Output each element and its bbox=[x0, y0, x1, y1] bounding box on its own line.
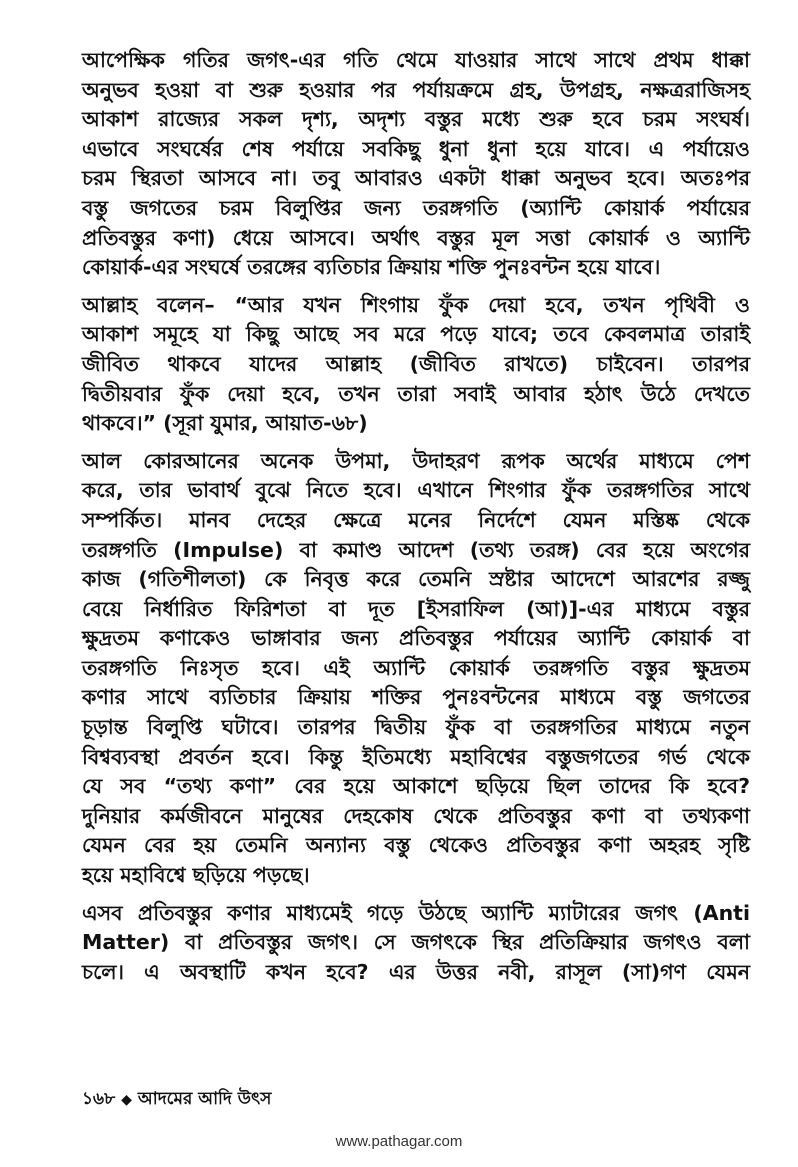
paragraph-1 bbox=[82, 46, 750, 283]
page-footer bbox=[82, 1086, 271, 1114]
page-number: ১৬৮ bbox=[82, 1089, 116, 1109]
page-body bbox=[82, 46, 750, 995]
text-line: আল্লাহ বলেন– “আর যখন শিংগায় ফুঁক দেয়া হবে, তখন পৃথিবী ও bbox=[82, 292, 750, 317]
text-line: কোয়ার্ক-এর সংঘর্ষে তরঙ্গের ব্যতিচার ক্রিয়ায় শক্তি পুনঃবন্টন হয়ে যাবে। bbox=[82, 255, 661, 280]
text-line: এভাবে সংঘর্ষের শেষ পর্যায়ে সবকিছু ধুনা ধুনা হয়ে যাবে। এ পর্যায়েও bbox=[82, 136, 750, 161]
text-line: দুনিয়ার কর্মজীবনে মানুষের দেহকোষ থেকে প্রতিবস্তুর কণা বা তথ্যকণা bbox=[82, 803, 750, 828]
text-line: আকাশ রাজ্যের সকল দৃশ্য, অদৃশ্য বস্তুর মধ্যে শুরু হবে চরম সংঘর্ষ। bbox=[82, 107, 750, 132]
text-line: জীবিত থাকবে যাদের আল্লাহ (জীবিত রাখতে) চাইবেন। তারপর bbox=[82, 351, 750, 376]
text-line: বস্তু জগতের চরম বিলুপ্তির জন্য তরঙ্গগতি (অ্যান্টি কোয়ার্ক পর্যায়ের bbox=[82, 195, 750, 220]
text-line: তরঙ্গগতি (Impulse) বা কমাণ্ড আদেশ (তথ্য তরঙ্গ) বের হয়ে অংগের bbox=[82, 537, 750, 562]
paragraph-3 bbox=[82, 447, 750, 891]
text-line: দ্বিতীয়বার ফুঁক দেয়া হবে, তখন তারা সবাই আবার হঠাৎ উঠে দেখতে bbox=[82, 381, 750, 406]
text-line: যে সব “তথ্য কণা” বের হয়ে আকাশে ছড়িয়ে ছিল তাদের কি হবে? bbox=[82, 774, 750, 799]
text-line: অনুভব হওয়া বা শুরু হওয়ার পর পর্যায়ক্রমে গ্রহ, উপগ্রহ, নক্ষত্ররাজিসহ bbox=[82, 77, 750, 102]
diamond-icon: ◆ bbox=[121, 1092, 132, 1108]
text-line: কণার সাথে ব্যতিচার ক্রিয়ায় শক্তির পুনঃবন্টনের মাধ্যমে বস্তু জগতের bbox=[82, 685, 750, 710]
text-line: আকাশ সমূহে যা কিছু আছে সব মরে পড়ে যাবে; তবে কেবলমাত্র তারাই bbox=[82, 322, 750, 347]
text-line: যেমন বের হয় তেমনি অন্যান্য বস্তু থেকেও প্রতিবস্তুর কণা অহরহ সৃষ্টি bbox=[82, 833, 750, 858]
paragraph-4 bbox=[82, 899, 750, 988]
text-line: প্রতিবস্তুর কণা) ধেয়ে আসবে। অর্থাৎ বস্তুর মূল সত্তা কোয়ার্ক ও অ্যান্টি bbox=[82, 225, 750, 250]
text-line: সম্পর্কিত। মানব দেহের ক্ষেত্রে মনের নির্দেশে যেমন মস্তিষ্ক থেকে bbox=[82, 507, 750, 532]
paragraph-2-quote bbox=[82, 291, 750, 439]
text-line: এসব প্রতিবস্তুর কণার মাধ্যমেই গড়ে উঠছে অ্যান্টি ম্যাটারের জগৎ (Anti bbox=[82, 900, 750, 925]
text-line: আল কোরআনের অনেক উপমা, উদাহরণ রূপক অর্থের মাধ্যমে পেশ bbox=[82, 448, 750, 473]
watermark-url: www.pathagar.com bbox=[335, 1133, 463, 1150]
text-line: কাজ (গতিশীলতা) কে নিবৃত্ত করে তেমনি স্রষ্টার আদেশে আরশের রজ্জু bbox=[82, 567, 750, 592]
text-line: বেয়ে নির্ধারিত ফিরিশতা বা দূত [ইসরাফিল (আ)]-এর মাধ্যমে বস্তুর bbox=[82, 596, 750, 621]
text-line: চরম স্থিরতা আসবে না। তবু আবারও একটা ধাক্কা অনুভব হবে। অতঃপর bbox=[82, 166, 750, 191]
text-line: আপেক্ষিক গতির জগৎ-এর গতি থেমে যাওয়ার সাথে সাথে প্রথম ধাক্কা bbox=[82, 48, 750, 72]
text-line: করে, তার ভাবার্থ বুঝে নিতে হবে। এখানে শিংগার ফুঁক তরঙ্গগতির সাথে bbox=[82, 478, 750, 503]
text-line: চূড়ান্ত বিলুপ্তি ঘটাবে। তারপর দ্বিতীয় ফুঁক বা তরঙ্গগতির মাধ্যমে নতুন bbox=[82, 715, 750, 740]
text-line: ক্ষুদ্রতম কণাকেও ভাঙ্গাবার জন্য প্রতিবস্তুর পর্যায়ের অ্যান্টি কোয়ার্ক বা bbox=[82, 626, 750, 651]
text-line: তরঙ্গগতি নিঃসৃত হবে। এই অ্যান্টি কোয়ার্ক তরঙ্গগতি বস্তুর ক্ষুদ্রতম bbox=[82, 655, 750, 680]
text-line: থাকবে।” (সূরা যুমার, আয়াত-৬৮) bbox=[82, 411, 368, 436]
book-title: আদমের আদি উৎস bbox=[137, 1089, 272, 1109]
text-line: চলে। এ অবস্থাটি কখন হবে? এর উত্তর নবী, রাসূল (সা)গণ যেমন bbox=[82, 959, 750, 984]
text-line: Matter) বা প্রতিবস্তুর জগৎ। সে জগৎকে স্থির প্রতিক্রিয়ার জগৎও বলা bbox=[82, 930, 750, 955]
text-line: হয়ে মহাবিশ্বে ছড়িয়ে পড়ছে। bbox=[82, 863, 310, 888]
text-line: বিশ্বব্যবস্থা প্রবর্তন হবে। কিন্তু ইতিমধ্যে মহাবিশ্বের বস্তুজগতের গর্ভ থেকে bbox=[82, 744, 750, 769]
